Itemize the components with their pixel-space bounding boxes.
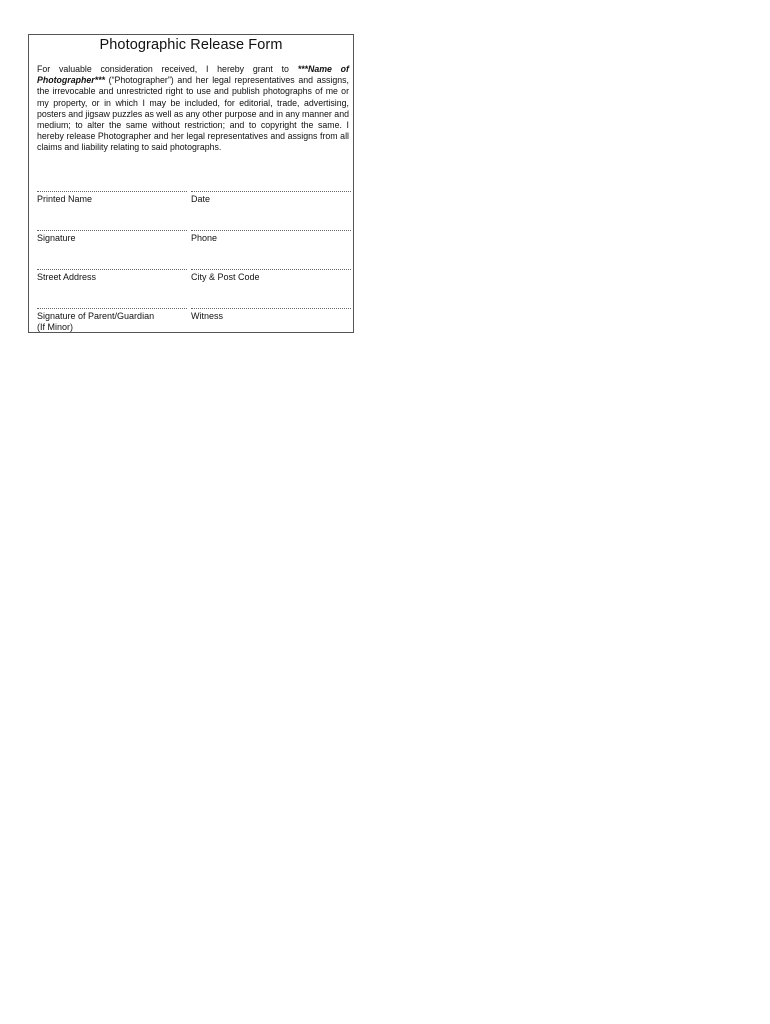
printed-name-label: Printed Name <box>37 194 93 204</box>
phone-line[interactable] <box>191 230 351 231</box>
witness-label: Witness <box>191 311 224 321</box>
release-text-intro: For valuable consideration received, I hereby grant to <box>37 64 298 74</box>
date-line[interactable] <box>191 191 351 192</box>
phone-label: Phone <box>191 233 218 243</box>
signature-line[interactable] <box>37 230 187 231</box>
release-paragraph <box>37 64 349 154</box>
street-address-label: Street Address <box>37 272 97 282</box>
city-post-code-line[interactable] <box>191 269 351 270</box>
photographer-name-placeholder: ***Name of Photographer*** <box>37 64 349 86</box>
signature-label: Signature <box>37 233 76 243</box>
date-label: Date <box>191 194 211 204</box>
release-form <box>28 34 354 333</box>
release-text-rest: (“Photographer”) and her legal representatives and assigns, the irrevocable and unrestricted right to use and publish photographs of me or my property, or in which I may be included, for editorial, trade, advertising, posters and jigsaw puzzles as well as any other purpose and in any manner and medium; to alter the same without restriction; and to copyright the same. I hereby release Photographer and her legal representatives and assigns from all claims and liability relating to said photographs. <box>37 75 349 153</box>
guardian-signature-line[interactable] <box>37 308 187 309</box>
guardian-signature-label: Signature of Parent/Guardian <box>37 311 155 321</box>
guardian-minor-note: (If Minor) <box>37 322 73 332</box>
witness-line[interactable] <box>191 308 351 309</box>
city-post-code-label: City & Post Code <box>191 272 260 282</box>
printed-name-line[interactable] <box>37 191 187 192</box>
form-title: Photographic Release Form <box>99 37 283 53</box>
street-address-line[interactable] <box>37 269 187 270</box>
